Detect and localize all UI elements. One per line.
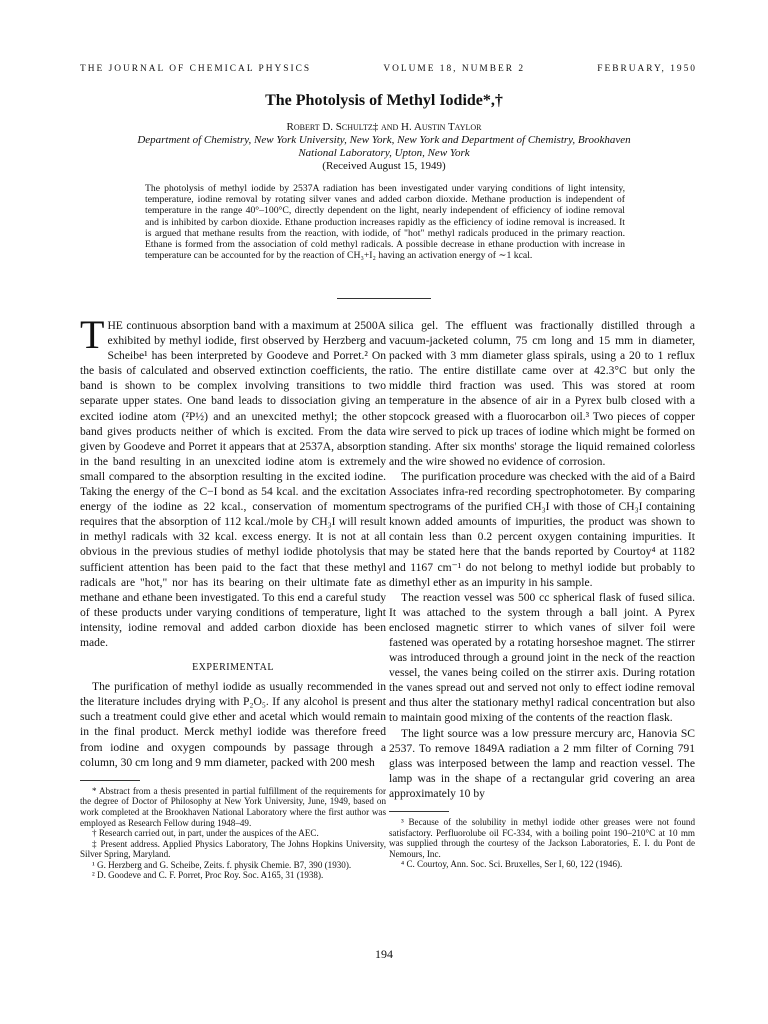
footnote: ² D. Goodeve and C. F. Porret, Proc Roy. Soc. A165, 31 (1938).: [92, 870, 324, 881]
left-column: [80, 312, 386, 881]
issue-date: FEBRUARY, 1950: [597, 64, 697, 74]
author-line: Robert D. Schultz‡ and H. Austin Taylor: [286, 121, 482, 133]
experimental-paragraph: The purification of methyl iodide as usually recommended in the literature includes drying with P₂O₅. If any alcohol is present such a treatment could give ether and acetal which would remain in the final product. Merck methyl iodide was therefore freed from iodine and oxygen compounds by passage through a column, 30 cm long and 9 mm diameter, packed with 200 mesh: [80, 680, 386, 769]
paper-title: The Photolysis of Methyl Iodide*,†: [265, 92, 503, 109]
affiliation: Department of Chemistry, New York University, New York, New York and Department of Chemistry, Brookhaven National Laboratory, Upton, New York: [137, 134, 631, 159]
footnote: * Abstract from a thesis presented in partial fulfillment of the requirements for the degree of Doctor of Philosophy at New York University, June, 1949, based on work completed at the Brookhaven National Laboratory where the first author was employed as Research Fellow during 1948–49.: [80, 785, 386, 828]
footnote-divider: [389, 811, 449, 812]
running-header: [80, 64, 697, 74]
abstract-divider: [337, 298, 431, 299]
intro-paragraph: [80, 312, 386, 650]
received-date: (Received August 15, 1949): [322, 160, 446, 172]
footnote: ³ Because of the solubility in methyl iodide other greases were not found satisfactory. Perfluorolube oil FC-334, with a boiling point 190–210°C at 10 mm was supplied through the courtesy of the Jackson Laboratories, E. I. du Pont de Nemours, Inc.: [389, 817, 695, 859]
footnote: ⁴ C. Courtoy, Ann. Soc. Sci. Bruxelles, Ser I, 60, 122 (1946).: [401, 859, 623, 870]
footnote: ¹ G. Herzberg and G. Scheibe, Zeits. f. physik Chemie. B7, 390 (1930).: [92, 859, 352, 870]
section-heading-experimental: EXPERIMENTAL: [192, 662, 274, 674]
body-paragraph: The light source was a low pressure mercury arc, Hanovia SC 2537. To remove 1849A radiation a 2 mm filter of Corning 791 glass was interposed between the lamp and reaction vessel. The lamp was in the shape of a rectangular grid covering an area approximately 10 by: [389, 726, 695, 800]
footnote: † Research carried out, in part, under the auspices of the AEC.: [92, 828, 319, 839]
intro-text: HE continuous absorption band with a maximum at 2500A exhibited by methyl iodide, first observed by Herzberg and Scheibe¹ has been interpreted by Goodeve and Porret.² On the basis of calculated and observed extinction coefficients, the band is shown to be complex involving transitions to two separate upper states. One band leads to dissociation giving an excited iodine atom (²P½) and an unexcited methyl; the other band gives products neither of which is excited. From the data given by Goodeve and Porret it appears that at 2537A, absorption in the band resulting in an unexcited iodine atom is extremely small compared to the absorption resulting in the excited iodine. Taking the energy of the C−I bond as 54 kcal. and the excitation energy of the iodine as 22 kcal., conservation of momentum requires that the absorption of 112 kcal./mole by CH₃I will result in methyl radicals with 32 kcal. excess energy. It is not at all obvious in the previous studies of methyl iodide photolysis that sufficient attention has been paid to the fact that these methyl radicals are "hot," nor has its bearing on their ultimate fate as methane and ethane been investigated. To this end a careful study of these products under varying conditions of temperature, light intensity, iodine removal and added carbon dioxide has been made.: [80, 319, 386, 649]
page-number: 194: [375, 947, 393, 961]
footnote-divider: [80, 780, 140, 781]
right-column: [389, 318, 695, 870]
journal-name: THE JOURNAL OF CHEMICAL PHYSICS: [80, 64, 312, 74]
footnote: ‡ Present address. Applied Physics Laboratory, The Johns Hopkins University, Silver Spring, Maryland.: [80, 838, 386, 860]
body-paragraph: silica gel. The effluent was fractionally distilled through a vacuum-jacketed column, 75 cm long and 15 mm in diameter, packed with 3 mm diameter glass spirals, using a 20 to 1 reflux ratio. The entire distillate came over at 42.3°C but only the middle third fraction was used. This was stored at room temperature in the absence of air in a Pyrex bulb closed with a stopcock greased with a fluorocarbon oil.³ Two pieces of copper wire served to pick up traces of iodine which might be formed on standing. After six months' storage the liquid remained colorless and the wire showed no evidence of corrosion.: [389, 319, 695, 468]
drop-cap: T: [80, 312, 105, 357]
volume-number: VOLUME 18, NUMBER 2: [383, 64, 526, 74]
abstract: The photolysis of methyl iodide by 2537A radiation has been investigated under varying conditions of light intensity, temperature, iodine removal by rotating silver vanes and added carbon dioxide. Methane production is independent of temperature in the range 40°–100°C, directly dependent on the light, nearly independent of efficiency of iodine removal and is inhibited by carbon dioxide. Ethane production increases rapidly as the efficiency of iodine removal is increased. It is argued that methane results from the reaction, with iodide, of "hot" methyl radicals produced in the primary reaction. Ethane is formed from the association of cold methyl radicals. A possible decrease in ethane production with increase in temperature can be accounted for by the reaction of CH₃+I₂ having an activation energy of ∼1 kcal.: [145, 183, 625, 262]
body-paragraph: The purification procedure was checked with the aid of a Baird Associates infra-red recording spectrophotometer. By comparing spectrograms of the purified CH₃I with those of CH₃I containing known added amounts of impurities, the product was shown to contain less than 0.2 percent oxygen containing impurities. It may be stated here that the bands reported by Courtoy⁴ at 1182 and 1167 cm⁻¹ do not belong to methyl iodide but probably to dimethyl ether as an impurity in his sample.: [389, 469, 695, 589]
body-paragraph: The reaction vessel was 500 cc spherical flask of fused silica. It was attached to the system through a ball joint. A Pyrex enclosed magnetic stirrer to which vanes of silver foil were fastened was operated by a rotating horseshoe magnet. The stirrer was introduced through a ground joint in the neck of the reaction vessel, the vanes being coiled on the stirrer axis. During rotation the vanes spread out and served not only to effect iodine removal and thus alter the stationary methyl radical concentration but also to maintain good mixing of the contents of the reaction flask.: [389, 590, 695, 725]
